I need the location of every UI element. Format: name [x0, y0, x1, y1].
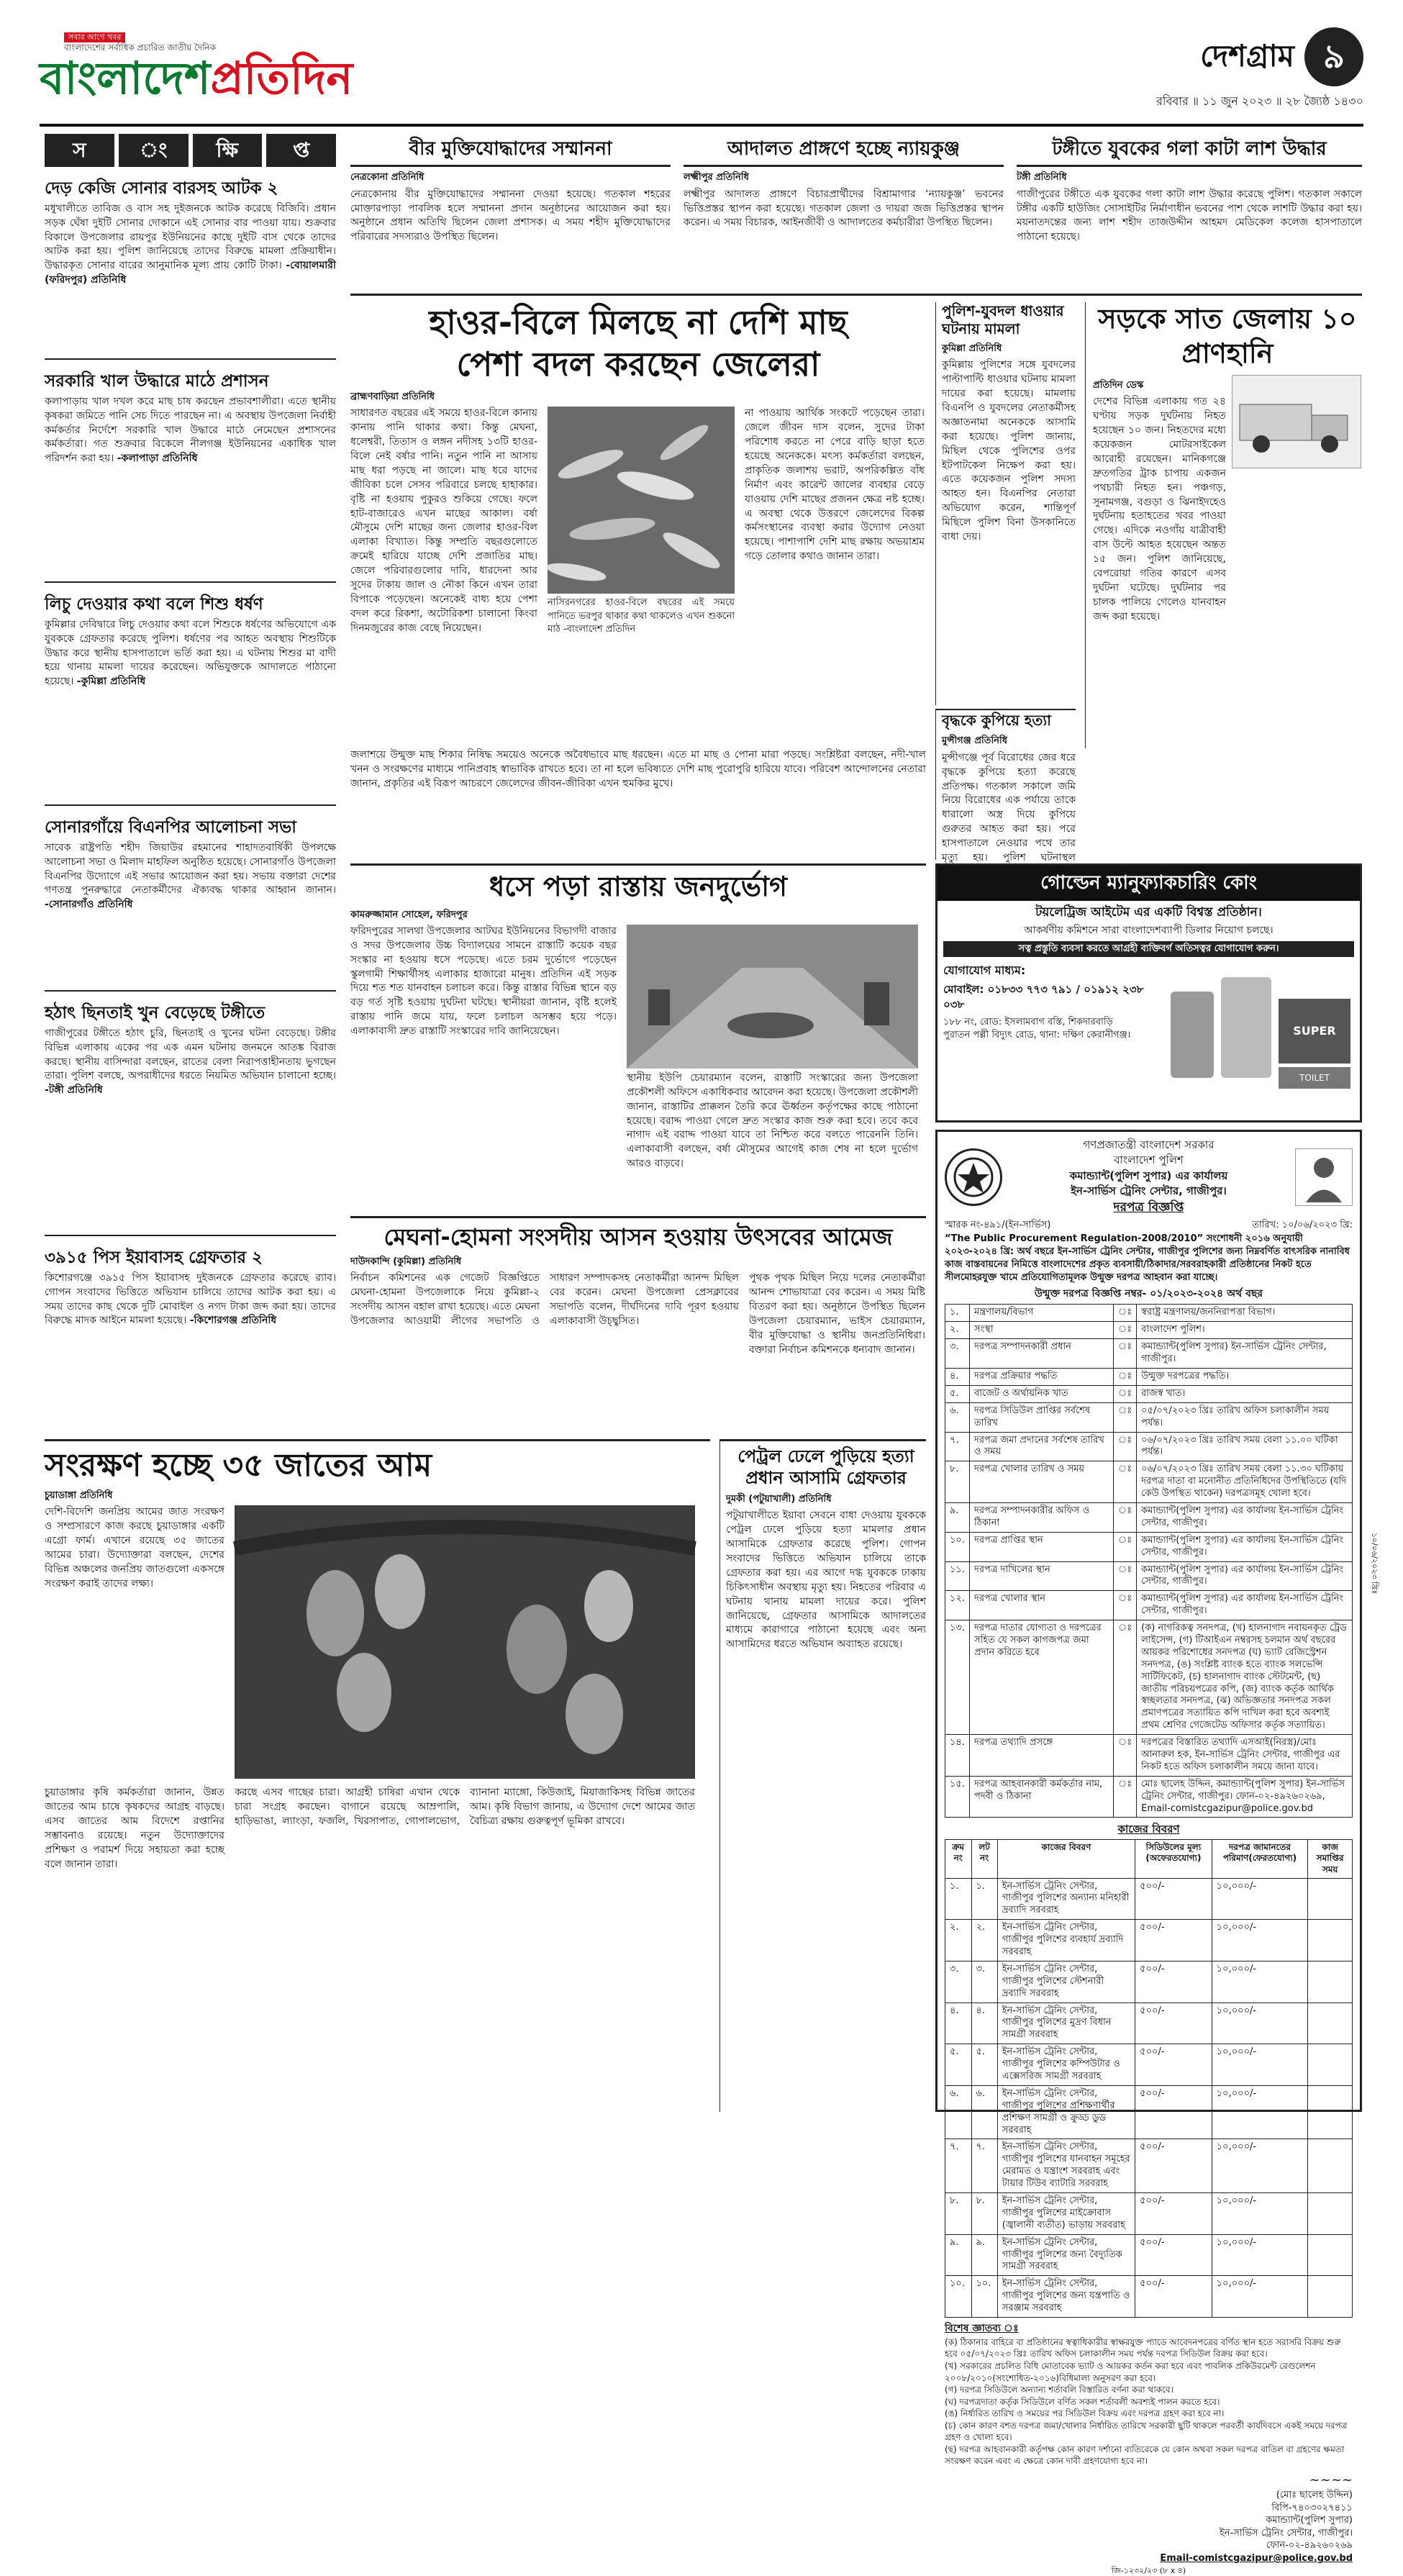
works-cell: ৬. [971, 2085, 997, 2139]
special-notes [945, 2336, 1353, 2467]
works-cell: ১০,০০০/- [1212, 2085, 1308, 2139]
tender-row-no: ১০. [945, 1532, 970, 1561]
works-cell: ইন-সার্ভিস ট্রেনিং সেন্টার, গাজীপুর পুলিশের প্রশিক্ষণার্থীর প্রশিক্ষণ সামগ্রী ও ক্রুড্ড ডুড সরবরাহ [997, 2085, 1135, 2139]
summary-item [45, 813, 336, 992]
summary-item-body: কলাপাড়ায় খাল দখল করে মাছ চাষ করছেন প্রভাবশালীরা। এতে স্থানীয় কৃষকরা জমিতে পানি সেচ দিতে পারছেন না। এ অবস্থায় উপজেলা নির্বাহী কর্মকর্তার নির্দেশে সরকারি খাল উদ্ধারে মাঠে নেমেছেন প্রশাসনের কর্মকর্তারা। গত শুক্রবার বিকেলে নীলগঞ্জ ইউনিয়নের একাধিক খাল পরিদর্শন করা হয়। [45, 396, 336, 465]
tender-number: উন্মুক্ত দরপত্র বিজ্ঞপ্তি নম্বর- ০১/২০২৩-২০২৪ অর্থ বছর [945, 1287, 1353, 1302]
tender-row-value: মোঃ ছালেহ উদ্দিন, কমান্ড্যান্ট(পুলিশ সুপার) ইন-সার্ভিস ট্রেনিং সেন্টার, গাজীপুর। ফোন-০২-৪৯২৬০২৬৯, Email-comistcgazipur@police.gov.bd [1137, 1776, 1353, 1818]
story-body: দেশি-বিদেশি জনপ্রিয় আমের জাত সংরক্ষণ ও সম্প্রসারণে কাজ করছে চুয়াডাঙ্গার একটি এগ্রো ফার্ম। এখানে রয়েছে ৩৫ জাতের আমের চারা। উদ্যোক্তারা বলছেন, দেশের বিভিন্ন অঞ্চলের জনপ্রিয় জাতগুলো একসঙ্গে সংরক্ষণ করাই তাদের লক্ষ্য। [45, 1505, 224, 1779]
works-row [945, 2234, 1353, 2276]
signature-icon: ~~~~ [945, 2472, 1353, 2489]
tender-row-no: ২. [945, 1322, 970, 1339]
summary-item-body: কুমিল্লার দেবিদ্বারে লিচু দেওয়ার কথা বলে শিশুকে ধর্ষণের অভিযোগে এক যুবককে গ্রেফতার করেছে পুলিশ। ধর্ষণের পর আহত অবস্থায় শিশুটিকে উদ্ধার করে স্থানীয় হাসপাতালে ভর্তি করা হয়। এ ঘটনায় শিশুর মা বাদী হয়ে থানায় মামলা দায়ের করেছেন। অভিযুক্তকে আদালতে পাঠানো হয়েছে। [45, 619, 336, 688]
tender-row: ৮. দরপত্র খোলার তারিখ ও সময় ঃ ০৬/০৭/২০২৩ খ্রিঃ তারিখ সময় বেলা ১১.৩০ ঘটিকায় দরপত্র দাতা বা মনোনীত প্রতিনিধিদের উপস্থিতিতে (যদি কেউ উপস্থিত থাকেন) দরপত্রসমূহ খোলা হবে। [945, 1461, 1353, 1503]
tender-row-key: মন্ত্রণালয়/বিভাগ [970, 1305, 1114, 1322]
story-headline: পেট্রল ঢেলে পুড়িয়ে হত্যা প্রধান আসামি গ্রেফতার [726, 1446, 926, 1489]
summary-heading-char: প্ত [266, 134, 336, 167]
tender-row-key: দরপত্র সিডিউল প্রাপ্তির সর্বশেষ তারিখ [970, 1402, 1114, 1432]
works-row [945, 2044, 1353, 2086]
tender-row: ৫. বাজেট ও অর্থায়নিক খাত ঃ রাজস্ব খাত। [945, 1385, 1353, 1402]
page-number: ৯ [1304, 27, 1363, 86]
ad-address: ১৮৮ নং, রোড: ইসলামবাগ বস্তি, শিকদারবাড়ি [943, 1016, 1159, 1029]
summary-item [45, 367, 336, 583]
works-cell: ১০,০০০/- [1212, 1961, 1308, 2003]
story-mango-conservation [45, 1439, 710, 2112]
works-cell: ৩. [945, 1961, 972, 2003]
ad-line: সত্ব প্রস্তুতি ব্যবসা করতে আগ্রহী ব্যক্তিবর্গ অতিসত্বর যোগাযোগ করুন। [943, 941, 1354, 957]
tender-row-no: ১. [945, 1305, 970, 1322]
signature-block [945, 2472, 1353, 2565]
sig-designation: কমান্ড্যান্ট(পুলিশ সুপার) [945, 2514, 1353, 2527]
section-divider [350, 294, 1362, 296]
tender-row-value: বাংলাদেশ পুলিশ। [1137, 1322, 1353, 1339]
lead-body-col3: জলাশয়ে উন্মুক্ত মাছ শিকার নিষিদ্ধ সময়েও অনেকে অবৈধভাবে মাছ ধরছেন। এতে মা মাছ ও পোনা মারা পড়ছে। সংশ্লিষ্টরা বলছেন, নদী-খাল খনন ও সংরক্ষণের মাধ্যমে পানিপ্রবাহ স্বাভাবিক রাখতে হবে। তা না হলে ভবিষ্যতে দেশি মাছ পুরোপুরি হারিয়ে যাবে। পরিবেশ আন্দোলনের নেতারা জানান, প্রকৃতির এই বিরূপ আচরণে জেলেদের জীবন-জীবিকা এখন হুমকির মুখে। [350, 748, 926, 792]
tender-row: ১২. দরপত্র খোলার স্থান ঃ কমান্ড্যান্ট(পুলিশ সুপার) এর কার্যালয় ইন-সার্ভিস ট্রেনিং সেন্টার, গাজীপুর। [945, 1591, 1353, 1620]
tender-row: ১১. দরপত্র দাখিলের স্থান ঃ কমান্ড্যান্ট(পুলিশ সুপার) এর কার্যালয় ইন-সার্ভিস ট্রেনিং সেন্টার, গাজীপুর। [945, 1561, 1353, 1591]
story-headline: মেঘনা-হোমনা সংসদীয় আসন হওয়ায় উৎসবের আমেজ [350, 1223, 926, 1251]
logo-part1: বাংলাদেশ [40, 52, 211, 104]
tender-row-key: দরপত্র দাতার যোগ্যতা ও দরপত্রের সহিত যে সকল কাগজপত্র জমা প্রদান করিতে হবে [970, 1620, 1114, 1735]
tender-row-no: ৯. [945, 1502, 970, 1532]
summary-item-title: সরকারি খাল উদ্ধারে মাঠে প্রশাসন [45, 371, 336, 392]
story-reporter: ব্রাহ্মণবাড়িয়া প্রতিনিধি [350, 391, 926, 404]
special-notes-title: বিশেষ জ্ঞাতব্য ঃ [945, 2322, 1353, 2336]
tender-row-value: কমান্ড্যান্ট(পুলিশ সুপার) এর কার্যালয় ইন-সার্ভিস ট্রেনিং সেন্টার, গাজীপুর। [1137, 1561, 1353, 1591]
story-headline: আদালত প্রাঙ্গণে হচ্ছে ন্যায়কুঞ্জ [684, 134, 1004, 167]
tender-info-table [945, 1304, 1353, 1818]
works-cell: ইন-সার্ভিস ট্রেনিং সেন্টার, গাজীপুর পুলিশের জন্য বৈদ্যুতিক সামগ্রী সরবরাহ [997, 2234, 1135, 2276]
tender-row-value: কমান্ড্যান্ট(পুলিশ সুপার) এর কার্যালয় ইন-সার্ভিস ট্রেনিং সেন্টার, গাজীপুর। [1137, 1502, 1353, 1532]
works-header-cell: দরপত্র জামানতের পরিমাণ(ফেরতযোগ্য) [1212, 1839, 1308, 1878]
tender-row-value: রাজস্ব খাত। [1137, 1385, 1353, 1402]
works-cell [1308, 2085, 1353, 2139]
story-tongi-body [1017, 134, 1362, 289]
special-note: (খ) সরকারের প্রচলিত বিধি মোতাবেক ভ্যাট ও আয়কর কর্তন করা হবে এবং পাবলিক প্রকিউরমেন্ট রেগুলেশন ২০০৮/২০১০(সংশোধিত-২০১৬)বিধিমালা অনুসরণ করা হবে। [945, 2360, 1353, 2384]
section-name: দেশগ্রাম [1200, 35, 1294, 78]
works-cell: ১০. [971, 2276, 997, 2318]
tender-row-value: দরপত্রের বিস্তারিত তথ্যাদি এসআই(নিরস্ত্র)/মোঃ আনারুল হক, ইন-সার্ভিস ট্রেনিং সেন্টার, গাজীপুর এর নিকট হতে অফিস চলাকালীন সময়ে জানা যাবে। [1137, 1735, 1353, 1777]
tender-row-no: ১৫. [945, 1776, 970, 1818]
story-reporter: দাউদকান্দি (কুমিল্লা) প্রতিনিধি [350, 1256, 926, 1269]
works-cell: ইন-সার্ভিস ট্রেনিং সেন্টার, গাজীপুর পুলিশের স্টেশনারী দ্রব্যাদি সরবরাহ [997, 1961, 1135, 2003]
story-headline: ধসে পড়া রাস্তায় জনদুর্ভোগ [350, 870, 926, 904]
summary-item-title: হঠাৎ ছিনতাই খুন বেড়েছে টঙ্গীতে [45, 1003, 336, 1024]
tender-row-no: ১২. [945, 1591, 970, 1620]
sig-email[interactable]: Email-comistcgazipur@police.gov.bd [945, 2552, 1353, 2565]
story-reporter: কামরুজ্জামান সোহেল, ফরিদপুর [350, 909, 926, 922]
story-headline: সংরক্ষণ হচ্ছে ৩৫ জাতের আম [45, 1446, 710, 1485]
newspaper-logo [40, 56, 353, 101]
summary-item-body: কিশোরগঞ্জে ৩৯১৫ পিস ইয়াবাসহ দুইজনকে গ্রেফতার করেছে র‌্যাব। গোপন সংবাদের ভিত্তিতে অভিযান চালিয়ে তাদের আটক করা হয়। এ সময় তাদের কাছ থেকে দুটি মোবাইল ও নগদ টাকা জব্দ করা হয়। তাদের বিরুদ্ধে মাদক আইনে মামলা হয়েছে। [45, 1272, 336, 1327]
works-cell: ১. [971, 1878, 997, 1920]
works-cell: ১০,০০০/- [1212, 2234, 1308, 2276]
tender-row-value: স্বরাষ্ট্র মন্ত্রণালয়/জননিরাপত্তা বিভাগ। [1137, 1305, 1353, 1322]
story-reporter: মুন্সীগঞ্জ প্রতিনিধি [942, 735, 1076, 748]
ad-address: পুরাতন পল্লী বিদ্যুৎ রোড, থানা: দক্ষিণ কেরানীগঞ্জ। [943, 1029, 1159, 1042]
story-headline: পুলিশ-যুবদল ধাওয়ার ঘটনায় মামলা [942, 302, 1076, 338]
tender-row-key: দরপত্র সম্পাদনকারীর অফিস ও ঠিকানা [970, 1502, 1114, 1532]
summary-item-title: দেড় কেজি সোনার বারসহ আটক ২ [45, 178, 336, 199]
summary-item [45, 590, 336, 806]
works-row [945, 2193, 1353, 2235]
works-cell: ২. [945, 1920, 972, 1962]
sig-org: ইন-সার্ভিস ট্রেনিং সেন্টার, গাজীপুর। [945, 2527, 1353, 2540]
works-cell: ইন-সার্ভিস ট্রেনিং সেন্টার, গাজীপুর পুলিশের মুদ্রণ বিধান সামগ্রী সরবরাহ [997, 2003, 1135, 2044]
tender-row-key: দরপত্র খোলার স্থান [970, 1591, 1114, 1620]
works-cell: ৯. [971, 2234, 997, 2276]
summary-item-byline: -টঙ্গী প্রতিনিধি [45, 1084, 103, 1096]
summary-item-body: সাবেক রাষ্ট্রপতি শহীদ জিয়াউর রহমানের শাহাদতবার্ষিকী উপলক্ষে আলোচনা সভা ও মিলাদ মাহফিল অনুষ্ঠিত হয়েছে। সোনারগাঁও উপজেলা বিএনপির উদ্যোগে এই সভার আয়োজন করা হয়। সভায় বক্তারা দেশের গণতন্ত্র পুনরুদ্ধারে নেতাকর্মীদের ঐক্যবদ্ধ থাকার আহ্বান জানান। [45, 842, 336, 897]
works-cell: ৫. [945, 2044, 972, 2086]
tender-row-key: দরপত্র আহবানকারী কর্মকর্তার নাম, পদবী ও ঠিকানা [970, 1776, 1114, 1818]
summary-item-byline: -কিশোরগঞ্জ প্রতিনিধি [190, 1315, 276, 1326]
works-cell: ৪. [945, 2003, 972, 2044]
works-header-row [945, 1839, 1353, 1878]
sig-phone: ফোন-০২-৪৯২৬০২৬৯ [945, 2539, 1353, 2552]
works-cell: ৭. [945, 2139, 972, 2193]
tender-row: ৯. দরপত্র সম্পাদনকারীর অফিস ও ঠিকানা ঃ কমান্ড্যান্ট(পুলিশ সুপার) এর কার্যালয় ইন-সার্ভিস ট্রেনিং সেন্টার, গাজীপুর। [945, 1502, 1353, 1532]
tender-row-value: কমান্ড্যান্ট(পুলিশ সুপার) ইন-সার্ভিস ট্রেনিং সেন্টার, গাজীপুর। [1137, 1339, 1353, 1369]
story-body: ফরিদপুরের সালথা উপজেলার আটঘর ইউনিয়নের বিভাগদী বাজার ও সদর উপজেলার উচ্চ বিদ্যালয়ের সামনে রাস্তাটি কয়েক বছর সংস্কার না হওয়ায় ধসে পড়েছে। এতে চরম দুর্ভোগে পড়েছেন স্কুলগামী শিক্ষার্থীসহ এলাকার হাজারো মানুষ। প্রতিদিন এই সড়ক দিয়ে শত শত যানবাহন চলাচল করে। কিন্তু রাস্তার বিভিন্ন স্থানে বড় বড় গর্ত সৃষ্টি হওয়ায় দুর্ঘটনা ঘটছে। স্থানীয়রা জানান, বৃষ্টি হলেই রাস্তায় পানি জমে যায়, ফলে চলাচল অসম্ভব হয়ে পড়ে। এলাকাবাসী দ্রুত রাস্তাটি সংস্কারের দাবি জানিয়েছেন। [350, 925, 617, 1212]
tender-title: দরপত্র বিজ্ঞপ্তি [1009, 1199, 1288, 1216]
summary-heading-char: ং [119, 134, 189, 167]
tagline [64, 32, 216, 53]
summary-item-title: লিচু দেওয়ার কথা বলে শিশু ধর্ষণ [45, 594, 336, 615]
tender-row: ১৪. দরপত্র তথ্যাদি প্রসঙ্গে ঃ দরপত্রের বিস্তারিত তথ্যাদি এসআই(নিরস্ত্র)/মোঃ আনারুল হক, ইন-সার্ভিস ট্রেনিং সেন্টার, গাজীপুর এর নিকট হতে অফিস চলাকালীন সময়ে জানা যাবে। [945, 1735, 1353, 1777]
tender-row-value: ০৬/০৭/২০২৩ খ্রিঃ তারিখ সময় বেলা ১১.০০ ঘটিকা পর্যন্ত। [1137, 1432, 1353, 1461]
tender-org: কমান্ড্যান্ট(পুলিশ সুপার) এর কার্যালয় [1009, 1169, 1288, 1184]
story-reporter: টঙ্গী প্রতিনিধি [1017, 171, 1362, 184]
sig-name: (মোঃ ছালেহ উদ্দিন) [945, 2489, 1353, 2502]
works-cell: ২. [971, 1920, 997, 1962]
special-note: (ছ) দরপত্র আহবানকারী কর্তৃপক্ষ কোন কারণ দর্শানো ব্যতিরেকে যে কোন অথবা সকল দরপত্র বাতিল বা গ্রহণের ক্ষমতা সংরক্ষণ করেন এবং এ ক্ষেত্রে কোন দাবী গ্রহণযোগ্য হবে না। [945, 2444, 1353, 2467]
summary-column [45, 134, 336, 1407]
story-body: গাজীপুরের টঙ্গীতে এক যুবকের গলা কাটা লাশ উদ্ধার করেছে পুলিশ। গতকাল সকালে টঙ্গীর একটি হাউজিং সোসাইটির নির্মাণাধীন ভবনের পাশ থেকে লাশটি উদ্ধার করা হয়। ময়নাতদন্তের জন্য লাশ শহীদ তাজউদ্দীন আহমদ মেডিকেল কলেজ হাসপাতালে পাঠানো হয়েছে। [1017, 188, 1362, 245]
side-note: ১০/০৬/২০২৩ খ্রিঃ [1366, 1533, 1380, 1677]
works-cell: ইন-সার্ভিস ট্রেনিং সেন্টার, গাজীপুর পুলিশের কম্পিউটার ও এক্সেসরিজ সামগ্রী সরবরাহ [997, 2044, 1135, 2086]
ad-golden-manufacturing [935, 863, 1362, 1123]
tender-org: ইন-সার্ভিস ট্রেনিং সেন্টার, গাজীপুর। [1009, 1184, 1288, 1199]
works-cell: ১. [945, 1878, 972, 1920]
tender-row-value: (ক) নাগরিকত্ব সনদপত্র, (খ) হালনাগাদ নবায়নকৃত ট্রেড লাইসেন্স, (গ) টিআইএন নম্বরসহ চলমান অর্থ বছরের আয়কর পরিশোধের সনদপত্র (ঘ) ভ্যাট রেজিস্ট্রেশন সনদপত্র, (ঙ) সংশ্লিষ্ট ব্যাংক হতে ব্যাংক সলভেন্সি সার্টিফিকেট, (চ) হালনাগাদ ব্যাংক স্টেটমেন্ট, (ছ) জাতীয় পরিচয়পত্রের কপি, (জ) ব্যাংক কর্তৃক আর্থিক স্বচ্ছলতার সনদপত্র, (ঝ) অভিজ্ঞতার সনদপত্র সকল প্রমাণপত্রের সত্যায়িত কপি দাখিল করা হবে অবশ্যই প্রথম শ্রেণির গেজেটেড অফিসার কর্তৃক সত্যায়িত। [1137, 1620, 1353, 1735]
works-cell: ১০,০০০/- [1212, 2276, 1308, 2318]
police-emblem-icon [945, 1148, 1002, 1206]
ad-phone: মোবাইল: ০১৮৩৩ ৭৭৩ ৭৯১ / ০১৯১২ ২৩৮ ০৩৮ [943, 982, 1159, 1013]
lead-story-cont [350, 748, 926, 856]
story-body: নেত্রকোনায় বীর মুক্তিযোদ্ধাদের সম্মাননা দেওয়া হয়েছে। গতকাল শহরের মোক্তারপাড়া পাবলিক হলে সম্মাননা প্রদান অনুষ্ঠানের আয়োজন করা হয়। অনুষ্ঠানে প্রধান অতিথি ছিলেন জেলা প্রশাসক। এ সময় শহীদ মুক্তিযোদ্ধাদের পরিবারের সদস্যরাও উপস্থিত ছিলেন। [350, 188, 671, 245]
story-body: লক্ষ্মীপুর আদালত প্রাঙ্গণে বিচারপ্রার্থীদের বিশ্রামাগার ‘ন্যায়কুঞ্জ’ ভবনের ভিত্তিপ্রস্তর স্থাপন করা হয়েছে। গতকাল জেলা ও দায়রা জজ ভিত্তিপ্রস্তর স্থাপন করেন। এ সময় বিচারক, আইনজীবী ও আদালতের কর্মচারীরা উপস্থিত ছিলেন। [684, 188, 1004, 231]
tagline-text: বাংলাদেশের সর্বাধিক প্রচারিত জাতীয় দৈনিক [64, 42, 216, 53]
tender-row-no: ১৪. [945, 1735, 970, 1777]
story-freedom-fighters [350, 134, 671, 289]
works-header-cell: কাজের বিবরণ [997, 1839, 1135, 1878]
tender-row-key: দরপত্র প্রক্রিয়ার পদ্ধতি [970, 1368, 1114, 1385]
works-cell: ইন-সার্ভিস ট্রেনিং সেন্টার, গাজীপুর পুলিশের যানবাহন সমূহের মেরামত ও যন্ত্রাংশ সরবরাহ এবং টায়ার টিউব ব্যাটারি সরবরাহ [997, 2139, 1135, 2193]
story-road-accidents [1085, 302, 1362, 748]
works-header-cell: ক্রম নং [945, 1839, 972, 1878]
product-bottle-icon [1221, 977, 1271, 1078]
works-cell: ৫০০/- [1135, 2193, 1212, 2235]
works-header-cell: সিডিউলের মূল্য (অফেরতযোগ্য) [1135, 1839, 1212, 1878]
summary-item [45, 1243, 336, 1402]
story-meghna-seat [350, 1216, 926, 1432]
story-body: করছে এসব গাছের চারা। আগ্রহী চাষিরা এখান থেকে চারা সংগ্রহ করছেন। বাগানে রয়েছে আম্রপালি, হাড়িভাঙা, ল্যাংড়া, ফজলি, খিরসাপাত, গোপালভোগ, ব্যানানা ম্যাঙ্গো, কিউজাই, মিয়াজাকিসহ বিভিন্ন জাতের আম। কৃষি বিভাগ জানায়, এ উদ্যোগ দেশে আমের জাত বৈচিত্র্য রক্ষায় গুরুত্বপূর্ণ ভূমিকা রাখবে। [235, 1786, 695, 2059]
special-note: (গ) দরপত্র সিডিউলে অন্যান্য শর্তাবলি বিস্তারিত বর্ণনা করা থাকবে। [945, 2384, 1353, 2396]
works-cell [1308, 2193, 1353, 2235]
works-row [945, 2139, 1353, 2193]
tender-row-no: ৬. [945, 1402, 970, 1432]
works-cell: ১০,০০০/- [1212, 2044, 1308, 2086]
works-cell: ৫০০/- [1135, 2139, 1212, 2193]
story-reporter: নেত্রকোনা প্রতিনিধি [350, 171, 671, 184]
story-reporter: লক্ষ্মীপুর প্রতিনিধি [684, 171, 1004, 184]
mango-photo-art [235, 1505, 695, 1779]
tender-row-key: দরপত্র সম্পাদনকারী প্রধান [970, 1339, 1114, 1369]
road-photo [627, 925, 918, 1069]
masthead-area [40, 22, 1363, 119]
works-cell [1308, 1920, 1353, 1962]
tender-org: গণপ্রজাতন্ত্রী বাংলাদেশ সরকার [1009, 1138, 1288, 1153]
lead-body-col1: সাধারণত বছরের এই সময়ে হাওর-বিলে কানায় কানায় পানি থাকার কথা। কিন্তু মেঘনা, ধলেশ্বরী, তিতাস ও লঙ্গন নদীসহ ১৩টি হাওর-বিলে নেই বর্ষার পানি। নতুন পানি না আসায় মাছ ধরা পড়ছে না জালে। মাছ ধরে যাদের জীবিকা চলে সেসব পরিবারে চলছে হাহাকার। বৃষ্টি না হওয়ায় পুকুরও শুকিয়ে গেছে। ফলে হাট-বাজারেও এখন মাছের আকাল। বর্ষা মৌসুমে দেশি মাছের জন্য জেলার হাওর-বিল এলাকা বিখ্যাত। কিন্তু সম্প্রতি বছরগুলোতে ক্রমেই হারিয়ে যাচ্ছে দেশি প্রজাতির মাছ। জেলে পরিবারগুলোর দাবি, ধারদেনা আর সুদের টাকায় জাল ও নৌকা কিনে এখন তারা বিপাকে পড়েছেন। অনেকেই বাধ্য হয়ে পেশা বদল করে রিকশা, অটোরিকশা চালানো কিংবা দিনমজুরের কাজ বেছে নিয়েছেন। [350, 407, 537, 694]
truck-photo [1232, 375, 1361, 468]
works-cell: ৫০০/- [1135, 2234, 1212, 2276]
summary-item-byline: -কুমিল্লা প্রতিনিধি [77, 676, 145, 687]
tender-row: ১. মন্ত্রণালয়/বিভাগ ঃ স্বরাষ্ট্র মন্ত্রণালয়/জননিরাপত্তা বিভাগ। [945, 1305, 1353, 1322]
special-note: (ক) ঠিকানার বাহিরে বা প্রতিষ্ঠানের স্বত্বাধিকারীর স্বাক্ষরযুক্ত প্যাডে আবেদনপত্রের বর্ণিত স্থান হতে সরাসরি বিক্রয় শুরু হবে ০৫/০৭/২০২৩ খ্রিঃ তারিখ অফিস চলাকালীন সময় পর্যন্ত দরপত্র সিডিউল বিক্রয় করা হবে। [945, 2336, 1353, 2360]
summary-item [45, 999, 336, 1236]
works-cell: ৫. [971, 2044, 997, 2086]
works-cell: ১০,০০০/- [1212, 2003, 1308, 2044]
story-headline: বীর মুক্তিযোদ্ধাদের সম্মাননা [350, 134, 671, 167]
tender-row-no: ৫. [945, 1385, 970, 1402]
tender-row: ২. সংস্থা ঃ বাংলাদেশ পুলিশ। [945, 1322, 1353, 1339]
works-cell: ১০. [945, 2276, 972, 2318]
works-row [945, 1920, 1353, 1962]
works-cell [1308, 2044, 1353, 2086]
summary-item-byline: -বোয়ালমারী (ফরিদপুর) প্রতিনিধি [45, 260, 336, 286]
fish-photo-art [548, 407, 735, 594]
portrait-icon [1295, 1148, 1353, 1206]
tender-row-key: বাজেট ও অর্থায়নিক খাত [970, 1385, 1114, 1402]
gd-code: জি-১২৩২/২৩ (৮ x ৪) [945, 2565, 1353, 2576]
tender-row-key: দরপত্র তথ্যাদি প্রসঙ্গে [970, 1735, 1114, 1777]
story-body: চুয়াডাঙ্গার কৃষি কর্মকর্তারা জানান, উন্নত জাতের আম চাষে কৃষকদের আগ্রহ বাড়ছে। এসব জাতের আম বিদেশে রপ্তানির সম্ভাবনাও রয়েছে। নতুন উদ্যোক্তাদের প্রশিক্ষণ ও পরামর্শ দিয়ে সহায়তা করা হচ্ছে বলে জানান তারা। [45, 1786, 224, 2059]
tender-row: ১৩. দরপত্র দাতার যোগ্যতা ও দরপত্রের সহিত যে সকল কাগজপত্র জমা প্রদান করিতে হবে ঃ (ক) নাগরিকত্ব সনদপত্র, (খ) হালনাগাদ নবায়নকৃত ট্রেড লাইসেন্স, (গ) টিআইএন নম্বরসহ চলমান অর্থ বছরের আয়কর পরিশোধের সনদপত্র (ঘ) ভ্যাট রেজিস্ট্রেশন সনদপত্র, (ঙ) সংশ্লিষ্ট ব্যাংক হতে ব্যাংক সলভেন্সি সার্টিফিকেট, (চ) হালনাগাদ ব্যাংক স্টেটমেন্ট, (ছ) জাতীয় পরিচয়পত্রের কপি, (জ) ব্যাংক কর্তৃক আর্থিক স্বচ্ছলতার সনদপত্র, (ঝ) অভিজ্ঞতার সনদপত্র সকল প্রমাণপত্রের সত্যায়িত কপি দাখিল করা হবে অবশ্যই প্রথম শ্রেণির গেজেটেড অফিসার কর্তৃক সত্যায়িত। [945, 1620, 1353, 1735]
works-cell [1308, 2276, 1353, 2318]
works-cell: ৫০০/- [1135, 1878, 1212, 1920]
tender-memo: স্মারক নং-৪৯১/(ইন-সার্ভিস) [945, 1219, 1050, 1232]
works-cell: ৯. [945, 2234, 972, 2276]
story-broken-road [350, 863, 926, 1209]
story-body: মুন্সীগঞ্জে পূর্ব বিরোধের জের ধরে বৃদ্ধকে কুপিয়ে হত্যা করেছে প্রতিপক্ষ। গতকাল সকালে জমি নিয়ে বিরোধের এক পর্যায়ে তাকে ধারালো অস্ত্র দিয়ে কুপিয়ে গুরুতর আহত করা হয়। পরে হাসপাতালে নেওয়ার পথে তার মৃত্যু হয়। পুলিশ ঘটনাস্থল [942, 751, 1076, 880]
summary-heading-char: স [45, 134, 114, 167]
summary-heading [45, 134, 336, 167]
ad-subtitle: টয়লেট্রিজ আইটেম এর একটি বিশ্বস্ত প্রতিষ্ঠান। [937, 901, 1360, 924]
works-cell: ১০,০০০/- [1212, 1920, 1308, 1962]
tender-row-no: ৩. [945, 1339, 970, 1369]
photo-caption: নাসিরনগরের হাওর-বিলে বছরের এই সময়ে পানিতে ভরপুর থাকার কথা থাকলেও এখন শুকনো মাঠ -বাংলাদেশ প্রতিদিন [548, 594, 735, 639]
ad-line: আকর্ষণীয় কমিশনে সারা বাংলাদেশব্যাপী ডিলার নিয়োগ চলছে। [937, 924, 1360, 938]
works-cell: ৬. [945, 2085, 972, 2139]
story-reporter: প্রতিদিন ডেস্ক [1093, 379, 1226, 392]
works-cell: ১০,০০০/- [1212, 2193, 1308, 2235]
story-body: পটুয়াখালীতে ইয়াবা সেবনে বাধা দেওয়ায় যুবককে পেট্রল ঢেলে পুড়িয়ে হত্যা মামলার প্রধান আসামিকে গ্রেফতার করেছে পুলিশ। গোপন সংবাদের ভিত্তিতে অভিযান চালিয়ে তাকে গ্রেফতার করা হয়। এর আগে দগ্ধ যুবককে ঢাকায় চিকিৎসাধীন অবস্থায় মৃত্যু হয়। নিহতের পরিবার এ ঘটনায় থানায় মামলা দায়ের করে। পুলিশ জানিয়েছে, গ্রেফতার আসামিকে আদালতের মাধ্যমে কারাগারে পাঠানো হয়েছে এবং অন্য আসামিদের ধরতে অভিযান অব্যাহত রয়েছে। [726, 1509, 926, 1652]
summary-item-title: ৩৯১৫ পিস ইয়াবাসহ গ্রেফতার ২ [45, 1248, 336, 1269]
story-headline: টঙ্গীতে যুবকের গলা কাটা লাশ উদ্ধার [1017, 134, 1362, 167]
works-cell: ইন-সার্ভিস ট্রেনিং সেন্টার, গাজীপুর পুলিশের অন্যান্য মনিহারী দ্রব্যাদি সরবরাহ [997, 1878, 1135, 1920]
works-row [945, 1961, 1353, 2003]
tender-notice [935, 1130, 1362, 2112]
special-note: (ঘ) দরপত্রদাতা কর্তৃক সিডিউলে বর্ণিত সকল শর্তাবলী অবশ্যই পালন করতে হবে। [945, 2396, 1353, 2408]
story-old-man-killed [935, 709, 1076, 860]
works-cell: ৫০০/- [1135, 2003, 1212, 2044]
works-cell [1308, 2139, 1353, 2193]
summary-item-byline: -কলাপাড়া প্রতিনিধি [117, 453, 198, 464]
works-cell: ৮. [971, 2193, 997, 2235]
ad-product-images [1163, 963, 1354, 1092]
story-headline: বৃদ্ধকে কুপিয়ে হত্যা [942, 710, 1076, 730]
works-cell: ১০,০০০/- [1212, 1878, 1308, 1920]
lead-headline-line2: পেশা বদল করছেন জেলেরা [350, 344, 926, 386]
summary-item-byline: -সোনারগাঁও প্রতিনিধি [45, 899, 133, 910]
product-box: SUPER [1279, 999, 1350, 1063]
works-cell: ৪. [971, 2003, 997, 2044]
tender-date: তারিখ: ১০/০৬/২০২৩ খ্রি: [1252, 1219, 1353, 1232]
tender-row-key: দরপত্র জমা প্রদানের সর্বশেষ তারিখ ও সময় [970, 1432, 1114, 1461]
tender-row: ৬. দরপত্র সিডিউল প্রাপ্তির সর্বশেষ তারিখ ঃ ০৫/০৭/২০২৩ খ্রিঃ তারিখ অফিস চলাকালীন সময় পর্যন্ত। [945, 1402, 1353, 1432]
lead-story [350, 302, 926, 748]
works-header-cell: কাজ সমাপ্তির সময় [1308, 1839, 1353, 1878]
story-court-complex [684, 134, 1004, 289]
ad-contact-label: যোগাযোগ মাধ্যম: [943, 963, 1159, 979]
story-police-clash [935, 302, 1076, 705]
header-rule [40, 124, 1363, 127]
fish-photo [548, 407, 735, 594]
tender-row-no: ৮. [945, 1461, 970, 1503]
story-body: কুমিল্লায় পুলিশের সঙ্গে যুবদলের পাল্টাপাল্টি ধাওয়ার ঘটনায় মামলা দায়ের করা হয়েছে। মামলায় বিএনপি ও যুবদলের নেতাকর্মীসহ অজ্ঞাতনামা অনেককে আসামি করা হয়েছে। পুলিশ জানায়, মিছিল থেকে পুলিশের ওপর ইটপাটকেল নিক্ষেপ করা হয়। এতে কয়েকজন পুলিশ সদস্য আহত হন। বিএনপির নেতারা অভিযোগ করেন, শান্তিপূর্ণ মিছিলে পুলিশ বিনা উসকানিতে বাধা দেয়। [942, 358, 1076, 544]
tender-row: ৩. দরপত্র সম্পাদনকারী প্রধান ঃ কমান্ড্যান্ট(পুলিশ সুপার) ইন-সার্ভিস ট্রেনিং সেন্টার, গাজীপুর। [945, 1339, 1353, 1369]
works-cell [1308, 1961, 1353, 2003]
product-bottle-icon [1171, 992, 1214, 1078]
story-body: পুথক পৃথক মিছিল নিয়ে দলের নেতাকর্মীরা আনন্দ শোভাযাত্রা বের করেন। এ সময় মিষ্টি বিতরণ করা হয়। অনুষ্ঠানে উপস্থিত ছিলেন উপজেলা চেয়ারম্যান, ভাইস চেয়ারম্যান, বীর মুক্তিযোদ্ধা ও স্থানীয় জনপ্রতিনিধিরা। বক্তারা নির্বাচন কমিশনকে ধন্যবাদ জানান। [749, 1271, 925, 1415]
truck-icon [1232, 376, 1362, 469]
works-cell: ৫০০/- [1135, 1961, 1212, 2003]
tender-row: ৪. দরপত্র প্রক্রিয়ার পদ্ধতি ঃ উন্মুক্ত দরপত্রের পদ্ধতি। [945, 1368, 1353, 1385]
tender-row: ১৫. দরপত্র আহবানকারী কর্মকর্তার নাম, পদবী ও ঠিকানা ঃ মোঃ ছালেহ উদ্দিন, কমান্ড্যান্ট(পুলিশ সুপার) ইন-সার্ভিস ট্রেনিং সেন্টার, গাজীপুর। ফোন-০২-৪৯২৬০২৬৯, Email-comistcgazipur@police.gov.bd [945, 1776, 1353, 1818]
works-cell: ৩. [971, 1961, 997, 2003]
story-headline: সড়কে সাত জেলায় ১০ প্রাণহানি [1093, 302, 1362, 371]
works-cell [1308, 2234, 1353, 2276]
tender-row-value: ০৫/০৭/২০২৩ খ্রিঃ তারিখ অফিস চলাকালীন সময় পর্যন্ত। [1137, 1402, 1353, 1432]
works-row [945, 1878, 1353, 1920]
tender-row-key: দরপত্র দাখিলের স্থান [970, 1561, 1114, 1591]
summary-item-body: গাজীপুরের টঙ্গীতে হঠাৎ চুরি, ছিনতাই ও খুনের ঘটনা বেড়েছে। টঙ্গীর বিভিন্ন এলাকায় একের পর এক এমন ঘটনায় জনমনে আতঙ্ক বিরাজ করছে। স্থানীয় বাসিন্দারা বলছেন, রাতের বেলা নিরাপত্তাহীনতায় ভুগছেন তারা। পুলিশ বলছে, অপরাধীদের ধরতে নিয়মিত অভিযান চালানো হচ্ছে। [45, 1028, 336, 1082]
works-cell: ইন-সার্ভিস ট্রেনিং সেন্টার, গাজীপুর পুলিশের মাইক্রোবাস (জ্বালানী ব্যতীত) ভাড়ায় সরবরাহ [997, 2193, 1135, 2235]
tender-row-key: দরপত্র প্রাপ্তির স্থান [970, 1532, 1114, 1561]
works-row [945, 2003, 1353, 2044]
works-row [945, 2085, 1353, 2139]
works-cell: ইন-সার্ভিস ট্রেনিং সেন্টার, গাজীপুর পুলিশের জন্য যন্ত্রপাতি ও সরঞ্জাম সরবরাহ [997, 2276, 1135, 2318]
story-reporter: দুমকী (পটুয়াখালী) প্রতিনিধি [726, 1493, 926, 1506]
works-header-cell: লট নং [971, 1839, 997, 1878]
ad-title: গোল্ডেন ম্যানুফ্যাকচারিং কোং [937, 866, 1360, 901]
works-table [945, 1839, 1353, 2318]
summary-heading-char: ক্ষি [193, 134, 263, 167]
works-cell: ৫০০/- [1135, 2276, 1212, 2318]
lead-body-col2: না পাওয়ায় আর্থিক সংকটে পড়েছেন তারা। জেলে জীবন দাস বলেন, সুদের টাকা পরিশোধ করতে না পেরে বাড়ি ছাড়া হতে হয়েছে অনেককে। মৎস্য কর্মকর্তারা বলছেন, প্রাকৃতিক জলাশয় ভরাট, অপরিকল্পিত বাঁধ নির্মাণ এবং কারেন্ট জালের ব্যবহার বেড়ে যাওয়ায় দেশি মাছের প্রজনন ক্ষেত্র নষ্ট হচ্ছে। এ অবস্থা থেকে উত্তরণে জেলেদের বিকল্প কর্মসংস্থানের ব্যবস্থা করার উদ্যোগ নেওয়া হয়েছে। পাশাপাশি দেশি মাছ রক্ষায় অভয়াশ্রম গড়ে তোলার কথাও জানান তারা। [745, 407, 925, 694]
story-body: দেশের বিভিন্ন এলাকায় গত ২৪ ঘণ্টায় সড়ক দুর্ঘটনায় নিহত হয়েছেন ১০ জন। নিহতদের মধ্যে কয়েকজন মোটরসাইকেল আরোহী রয়েছেন। মানিকগঞ্জে দ্রুতগতির ট্রাক চাপায় একজন পথচারী নিহত হন। পঞ্চগড়, সুনামগঞ্জ, বগুড়া ও ঝিনাইদহেও দুর্ঘটনায় হতাহতের খবর পাওয়া গেছে। এদিকে নওগাঁয় যাত্রীবাহী বাস উল্টে আহত হয়েছেন অন্তত ১৫ জন। পুলিশ জানিয়েছে, বেপরোয়া গতির কারণে এসব দুর্ঘটনা ঘটেছে। দুর্ঘটনার পর চালক পালিয়ে গেলেও যানবাহন জব্দ করা হয়েছে। [1093, 395, 1226, 733]
summary-item [45, 174, 336, 360]
tender-intro: “The Public Procurement Regulation-2008/2010” সংশোধনী ২০১৬ অনুযায়ী ২০২৩-২০২৪ খ্রি: অর্থ বছরে ইন-সার্ভিস ট্রেনিং সেন্টার, গাজীপুর পুলিশের জন্য নিম্নবর্ণিত বাৎসরিক নানাবিধ কাজ বাস্তবায়নের নিমিত্তে বাংলাদেশের প্রকৃত ব্যবসায়ী/ঠিকাদার/সরবরাহকারী প্রতিষ্ঠানের নিকট হতে সীলমোহরযুক্ত খামে প্রতিযোগিতামূলক উন্মুক্ত দরপত্র আহবান করা যাচ্ছে। [945, 1233, 1353, 1284]
tender-row-no: ৭. [945, 1432, 970, 1461]
tender-row-key: সংস্থা [970, 1322, 1114, 1339]
story-reporter: কুমিল্লা প্রতিনিধি [942, 343, 1076, 355]
lead-headline-line1: হাওর-বিলে মিলছে না দেশি মাছ [350, 302, 926, 344]
works-cell [1308, 1878, 1353, 1920]
issue-date: রবিবার ॥ ১১ জুন ২০২৩ ॥ ২৮ জ্যৈষ্ঠ ১৪৩০ [1156, 94, 1363, 110]
special-note: (ঙ) নির্ধারিত তারিখ ও সময়ের পর সিডিউল বিক্রয় এবং দরপত্র গ্রহণ করা হবে না। [945, 2408, 1353, 2420]
product-label: TOILET [1279, 1067, 1350, 1089]
sig-id: বিপি-৭৪০৩০২৭৪১১ [945, 2502, 1353, 2515]
mango-photo [235, 1505, 695, 1779]
works-row [945, 2276, 1353, 2318]
works-cell: ৫০০/- [1135, 2085, 1212, 2139]
story-body: স্থানীয় ইউপি চেয়ারম্যান বলেন, রাস্তাটি সংস্কারের জন্য উপজেলা প্রকৌশলী অফিসে একাধিকবার আবেদন করা হয়েছে। উপজেলা প্রকৌশলী জানান, রাস্তাটির প্রাক্কলন তৈরি করে ঊর্ধ্বতন কর্তৃপক্ষের কাছে পাঠানো হয়েছে। বরাদ্দ পাওয়া গেলে দ্রুত সংস্কার কাজ শুরু করা হবে। তবে কবে নাগাদ এই বরাদ্দ পাওয়া যাবে তা নিশ্চিত করে বলতে পারেননি তিনি। এলাকাবাসী বলছেন, বর্ষা মৌসুমের আগেই কাজ শেষ না হলে দুর্ভোগ আরও বাড়বে। [627, 1071, 918, 1215]
works-cell: ৮. [945, 2193, 972, 2235]
tender-org: বাংলাদেশ পুলিশ [1009, 1153, 1288, 1168]
summary-item-title: সোনারগাঁয়ে বিএনপির আলোচনা সভা [45, 817, 336, 838]
works-title: কাজের বিবরণ [945, 1822, 1353, 1837]
story-body: নির্বাচন কমিশনের এক গেজেট বিজ্ঞপ্তিতে মেঘনা-হোমনা উপজেলাকে নিয়ে কুমিল্লা-২ সংসদীয় আসন বহাল রাখা হয়েছে। এতে মেঘনা উপজেলার আওয়ামী লীগের সভাপতি ও সাধারণ সম্পাদকসহ নেতাকর্মীরা আনন্দ মিছিল বের করেন। মেঘনা উপজেলা প্রেসক্লাবের সভাপতি বলেন, দীর্ঘদিনের দাবি পূরণ হওয়ায় এলাকাবাসী উচ্ছ্বসিত। [350, 1271, 739, 1415]
tender-row-key: দরপত্র খোলার তারিখ ও সময় [970, 1461, 1114, 1503]
tender-row-no: ১৩. [945, 1620, 970, 1735]
works-cell: ৫০০/- [1135, 1920, 1212, 1962]
story-petrol-murder [719, 1439, 926, 2112]
tender-row-value: ০৬/০৭/২০২৩ খ্রিঃ তারিখ সময় বেলা ১১.৩০ ঘটিকায় দরপত্র দাতা বা মনোনীত প্রতিনিধিদের উপস্থিতিতে (যদি কেউ উপস্থিত থাকেন) দরপত্রসমূহ খোলা হবে। [1137, 1461, 1353, 1503]
works-cell [1308, 2003, 1353, 2044]
tender-row-value: কমান্ড্যান্ট(পুলিশ সুপার) এর কার্যালয় ইন-সার্ভিস ট্রেনিং সেন্টার, গাজীপুর। [1137, 1532, 1353, 1561]
tender-row-value: কমান্ড্যান্ট(পুলিশ সুপার) এর কার্যালয় ইন-সার্ভিস ট্রেনিং সেন্টার, গাজীপুর। [1137, 1591, 1353, 1620]
tender-row-value: উন্মুক্ত দরপত্রের পদ্ধতি। [1137, 1368, 1353, 1385]
works-cell: ৫০০/- [1135, 2044, 1212, 2086]
works-cell: ৭. [971, 2139, 997, 2193]
works-cell: ইন-সার্ভিস ট্রেনিং সেন্টার, গাজীপুর পুলিশের ব্যবহার্য দ্রব্যাদি সরবরাহ [997, 1920, 1135, 1962]
tender-row-no: ১১. [945, 1561, 970, 1591]
logo-part2: প্রতিদিন [211, 52, 353, 104]
story-reporter: চুয়াডাঙ্গা প্রতিনিধি [45, 1489, 710, 1502]
summary-item-body: মধুখালীতে তাবিজ ও বাস সহ দুইজনকে আটক করেছে বিজিবি। প্রধান সড়ক ঘেঁষা দুইটি সোনার দোকানে এই সোনার বার পাওয়া যায়। শুক্রবার বিকালে উপজেলার রায়পুর ইউনিয়নের কাছে দুইটি বাস থেকে তাদের আটক করা হয়। পুলিশ জানিয়েছে তাদের বিরুদ্ধে মামলা প্রক্রিয়াধীন। উদ্ধারকৃত সোনার বারের আনুমানিক মূল্য প্রায় কোটি টাকা। [45, 203, 336, 272]
works-cell: ১০,০০০/- [1212, 2139, 1308, 2193]
road-photo-art [627, 925, 918, 1069]
tender-row: ৭. দরপত্র জমা প্রদানের সর্বশেষ তারিখ ও সময় ঃ ০৬/০৭/২০২৩ খ্রিঃ তারিখ সময় বেলা ১১.০০ ঘটিকা পর্যন্ত। [945, 1432, 1353, 1461]
tagline-badge: সবার আগে খবর [64, 32, 125, 42]
tender-row-no: ৪. [945, 1368, 970, 1385]
tender-row: ১০. দরপত্র প্রাপ্তির স্থান ঃ কমান্ড্যান্ট(পুলিশ সুপার) এর কার্যালয় ইন-সার্ভিস ট্রেনিং সেন্টার, গাজীপুর। [945, 1532, 1353, 1561]
special-note: (চ) কোন কারণ বশত দরপত্র জমা/খোলার নির্ধারিত তারিখে সরকারী ছুটি থাকলে পরবর্তী কার্যদিবসে একই সময়ে দরপত্র গ্রহণ ও খোলা হবে। [945, 2420, 1353, 2444]
